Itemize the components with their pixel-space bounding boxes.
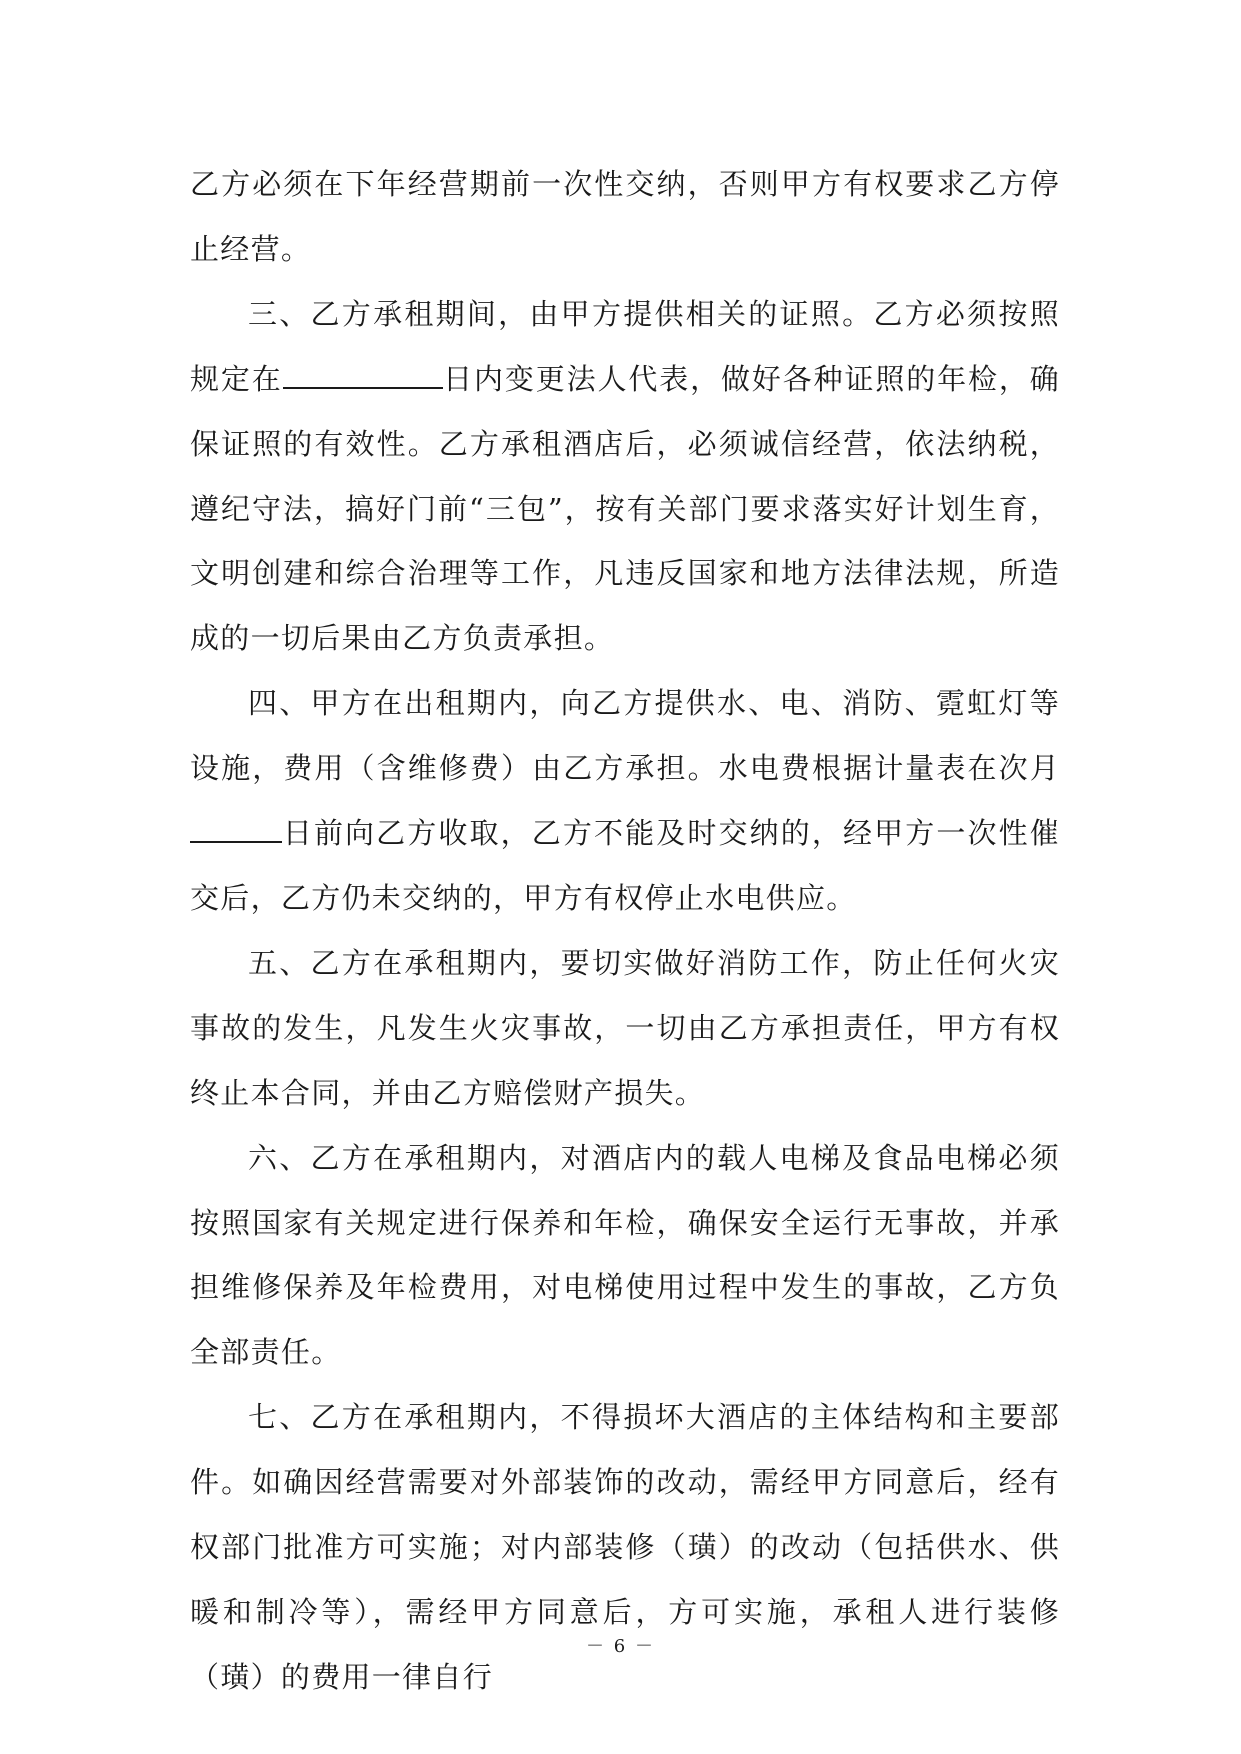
contract-body xyxy=(190,152,1060,1710)
clause-six: 六、乙方在承租期内，对酒店内的载人电梯及食品电梯必须按照国家有关规定进行保养和年检，确保安全运行无事故，并承担维修保养及年检费用，对电梯使用过程中发生的事故，乙方负全部责任。 xyxy=(190,1140,1060,1370)
paragraph-continuation: 乙方必须在下年经营期前一次性交纳，否则甲方有权要求乙方停止经营。 xyxy=(190,167,1060,266)
clause-five: 五、乙方在承租期内，要切实做好消防工作，防止任何火灾事故的发生，凡发生火灾事故，一切由乙方承担责任，甲方有权终止本合同，并由乙方赔偿财产损失。 xyxy=(190,945,1060,1110)
clause-three-text-end: 日内变更法人代表，做好各种证照的年检，确保证照的有效性。乙方承租酒店后，必须诚信经营，依法纳税，遵纪守法，搞好门前“三包”，按有关部门要求落实好计划生育，文明创建和综合治理等工作，凡违反国家和地方法律法规，所造成的一切后果由乙方负责承担。 xyxy=(190,361,1060,656)
clause-four-text-start: 四、甲方在出租期内，向乙方提供水、电、消防、霓虹灯等设施，费用（含维修费）由乙方承担。水电费根据计量表在次月 xyxy=(190,686,1060,786)
fill-in-blank-day-of-month[interactable] xyxy=(190,819,282,843)
clause-four xyxy=(190,671,1060,931)
clause-three-text-start: 三、乙方承租期间，由甲方提供相关的证照。乙方必须按照规定在 xyxy=(190,296,1060,396)
page-number: － 6 － xyxy=(586,1636,655,1657)
clause-three xyxy=(190,282,1060,671)
fill-in-blank-days[interactable] xyxy=(283,365,443,389)
clause-seven: 七、乙方在承租期内，不得损坏大酒店的主体结构和主要部件。如确因经营需要对外部装饰的改动，需经甲方同意后，经有权部门批准方可实施；对内部装修（璜）的改动（包括供水、供暖和制冷等），需经甲方同意后，方可实施，承租人进行装修（璜）的费用一律自行 xyxy=(190,1400,1060,1694)
clause-four-text-end: 日前向乙方收取，乙方不能及时交纳的，经甲方一次性催交后，乙方仍未交纳的，甲方有权停止水电供应。 xyxy=(190,816,1060,915)
